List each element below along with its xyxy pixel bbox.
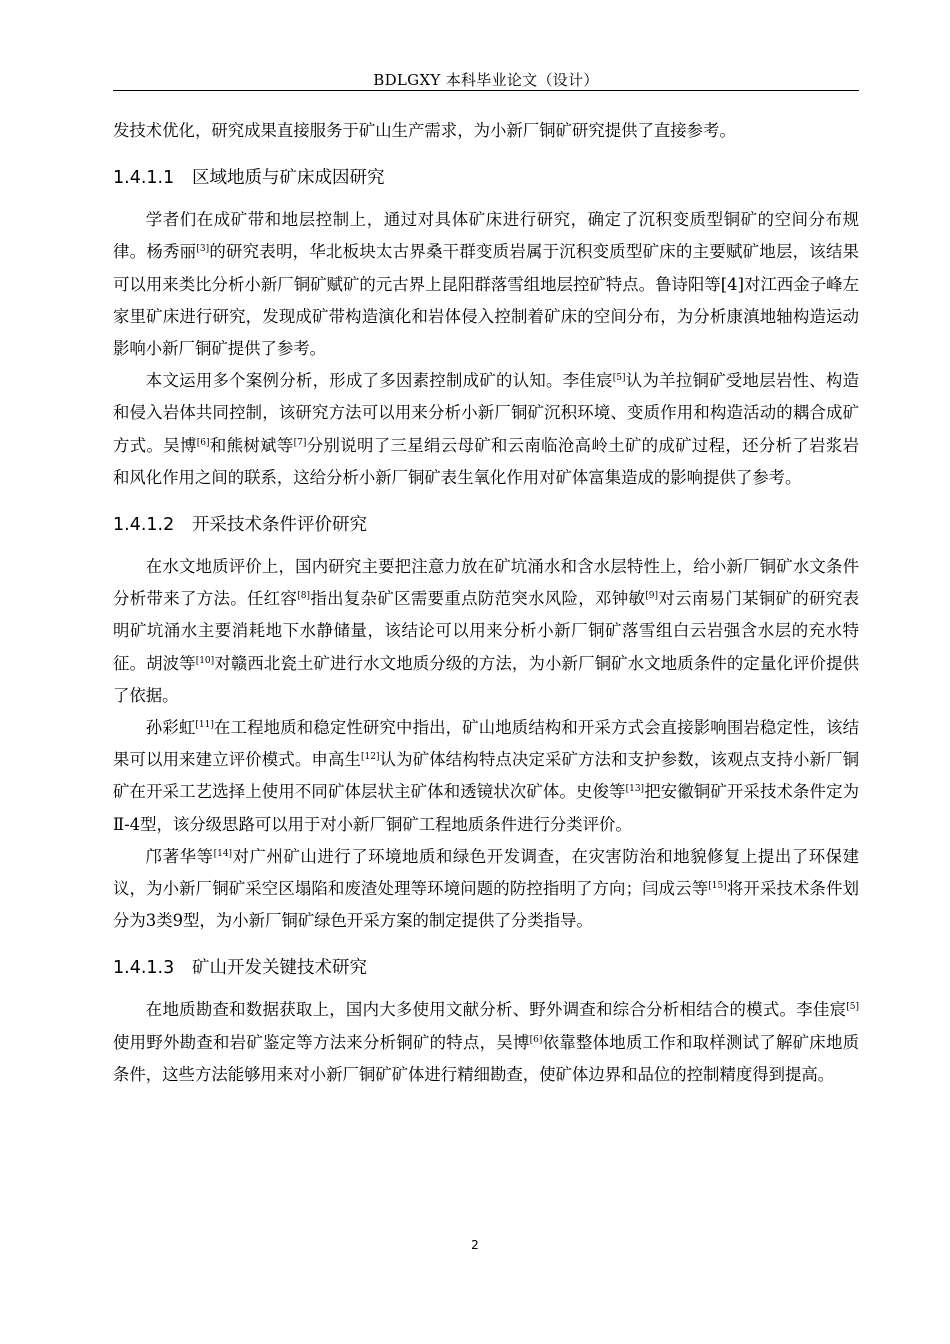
citation-marker: [3]	[196, 244, 210, 255]
document-body	[113, 115, 859, 1091]
section-title: 开采技术条件评价研究	[192, 515, 367, 536]
citation-marker: [14]	[213, 848, 233, 859]
section-title: 区域地质与矿床成因研究	[192, 168, 385, 189]
paragraph-text: 指出复杂矿区需要重点防范突水风险，邓钟敏	[309, 589, 646, 609]
section-heading-2	[113, 509, 859, 541]
paragraph-text: 学者们在成矿带和地层控制上，通过对具体矿床进行研究，确定了沉积变质型铜矿的空间分布规律。杨秀丽	[113, 210, 859, 262]
paragraph-text: 邝著华等	[145, 846, 214, 866]
paragraph-text: 在地质勘查和数据获取上，国内大多使用文献分析、野外调查和综合分析相结合的模式。李佳宸	[145, 1000, 847, 1020]
citation-marker: [6]	[529, 1034, 543, 1045]
citation-marker: [9]	[645, 591, 659, 602]
section-number: 1.4.1.1	[113, 168, 175, 189]
paragraph-text: 和熊树斌等	[209, 435, 294, 455]
page-header: BDLGXY 本科毕业论文（设计）	[373, 71, 599, 89]
section-number: 1.4.1.2	[113, 515, 175, 536]
paragraph-text: 将开采技术条件划分为3类9型，为小新厂铜矿绿色开采方案的制定提供了分类指导。	[113, 879, 860, 931]
paragraph-text: 分别说明了三星绢云母矿和云南临沧高岭土矿的成矿过程，还分析了岩浆岩和风化作用之间的联系，这给分析小新厂铜矿表生氧化作用对矿体富集造成的影响提供了参考。	[113, 435, 860, 487]
section-heading-3	[113, 952, 859, 984]
paragraph-text: 把安徽铜矿开采技术条件定为Ⅱ-4型，该分级思路可以用于对小新厂铜矿工程地质条件进行分类评价。	[113, 782, 860, 834]
paragraph	[113, 365, 859, 494]
intro-line: 发技术优化，研究成果直接服务于矿山生产需求，为小新厂铜矿研究提供了直接参考。	[113, 121, 736, 140]
citation-marker: [6]	[196, 437, 210, 448]
paragraph-text: 在水文地质评价上，国内研究主要把注意力放在矿坑涌水和含水层特性上，给小新厂铜矿水文条件分析带来了方法。任红容	[113, 557, 859, 609]
citation-marker: [5]	[846, 1002, 859, 1013]
paragraph	[113, 994, 859, 1091]
paragraph-text: 对赣西北瓷土矿进行水文地质分级的方法，为小新厂铜矿水文地质条件的定量化评价提供了依据。	[113, 653, 860, 705]
paragraph	[113, 204, 859, 365]
citation-marker: [12]	[361, 752, 380, 763]
citation-marker: [7]	[293, 437, 307, 448]
citation-marker: [10]	[195, 655, 215, 666]
paragraph	[113, 841, 859, 938]
paragraph-text: 使用野外勘查和岩矿鉴定等方法来分析铜矿的特点，吴博	[113, 1032, 530, 1052]
paragraph	[113, 551, 859, 712]
paragraph-text: 在工程地质和稳定性研究中指出，矿山地质结构和开采方式会直接影响围岩稳定性，该结果可以用来建立评价模式。申高生	[113, 718, 859, 770]
citation-marker: [5]	[612, 373, 626, 384]
section-title: 矿山开发关键技术研究	[192, 958, 367, 979]
paragraph-text: 依靠整体地质工作和取样测试了解矿床地质条件，这些方法能够用来对小新厂铜矿矿体进行精细勘查，使矿体边界和品位的控制精度得到提高。	[113, 1032, 860, 1084]
citation-marker: [8]	[297, 591, 310, 602]
citation-marker: [13]	[625, 784, 645, 795]
paragraph-text: 对云南易门某铜矿的研究表明矿坑涌水主要消耗地下水静储量，该结论可以用来分析小新厂铜矿落雪组白云岩强含水层的充水特征。胡波等	[113, 589, 860, 673]
citation-marker: [15]	[708, 881, 727, 892]
paragraph-text: 认为矿体结构特点决定采矿方法和支护参数，该观点支持小新厂铜矿在开采工艺选择上使用不同矿体层状主矿体和透镜状次矿体。史俊等	[113, 750, 860, 802]
paragraph-text: 认为羊拉铜矿受地层岩性、构造和侵入岩体共同控制，该研究方法可以用来分析小新厂铜矿沉积环境、变质作用和构造活动的耦合成矿方式。吴博	[113, 371, 859, 455]
paragraph	[113, 712, 859, 841]
paragraph-text: 孙彩虹	[145, 718, 196, 738]
section-heading-1	[113, 162, 859, 194]
paragraph-text: 对广州矿山进行了环境地质和绿色开发调查，在灾害防治和地貌修复上提出了环保建议，为小新厂铜矿采空区塌陷和废渣处理等环境问题的防控指明了方向；闫成云等	[113, 846, 860, 899]
citation-marker: [11]	[195, 720, 214, 731]
section-number: 1.4.1.3	[113, 958, 175, 979]
page-number: 2	[471, 1238, 479, 1252]
header-rule	[113, 90, 859, 91]
paragraph-text: 的研究表明，华北板块太古界桑干群变质岩属于沉积变质型矿床的主要赋矿地层，该结果可以用来类比分析小新厂铜矿赋矿的元古界上昆阳群落雪组地层控矿特点。鲁诗阳等[4]对江西金子峰左家里矿床进行研究，发现成矿带构造演化和岩体侵入控制着矿床的空间分布，为分析康滇地轴构造运动影响小新厂铜矿提供了参考。	[113, 242, 860, 359]
paragraph-text: 本文运用多个案例分析，形成了多因素控制成矿的认知。李佳宸	[145, 371, 613, 391]
